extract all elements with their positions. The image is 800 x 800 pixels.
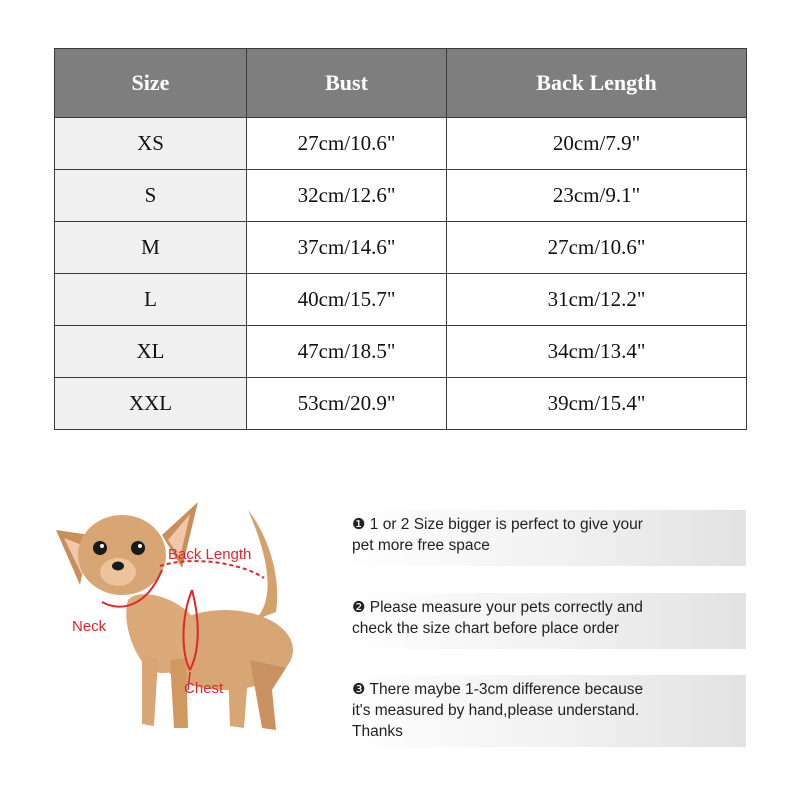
bust-cell: 40cm/15.7" (247, 274, 447, 326)
back-length-cell: 20cm/7.9" (447, 118, 747, 170)
header-size: Size (55, 49, 247, 118)
dog-chest (126, 594, 200, 673)
dog-eye (131, 541, 145, 555)
bust-cell: 53cm/20.9" (247, 378, 447, 430)
neck-label: Neck (72, 618, 107, 635)
note-size-advice (344, 510, 746, 566)
table-row (55, 170, 747, 222)
dog-eye (93, 541, 107, 555)
dog-back-leg (228, 668, 248, 728)
size-cell: XXL (55, 378, 247, 430)
note-number-icon: ❸ (352, 681, 366, 698)
bust-cell: 32cm/12.6" (247, 170, 447, 222)
size-cell: S (55, 170, 247, 222)
back-length-measure-line (160, 561, 264, 578)
table-row (55, 222, 747, 274)
note-line: ❶ 1 or 2 Size bigger is perfect to give your (352, 516, 643, 533)
back-length-cell: 31cm/12.2" (447, 274, 747, 326)
bust-cell: 27cm/10.6" (247, 118, 447, 170)
note-line: it's measured by hand,please understand. (352, 702, 640, 719)
note-line: Thanks (352, 723, 403, 740)
back-length-cell: 23cm/9.1" (447, 170, 747, 222)
dog-back-leg (250, 660, 286, 730)
table-header-row (55, 49, 747, 118)
size-chart-table (54, 48, 747, 430)
chest-label: Chest (184, 680, 224, 697)
back-length-cell: 39cm/15.4" (447, 378, 747, 430)
size-cell: M (55, 222, 247, 274)
note-line: check the size chart before place order (352, 620, 620, 637)
back-length-cell: 34cm/13.4" (447, 326, 747, 378)
dog-tail (248, 510, 277, 620)
table-row (55, 326, 747, 378)
note-line: ❷ Please measure your pets correctly and (352, 599, 643, 616)
table-row (55, 274, 747, 326)
dog-nose (112, 562, 124, 571)
table-row (55, 378, 747, 430)
size-cell: XS (55, 118, 247, 170)
dog-front-leg (142, 655, 158, 726)
back-length-cell: 27cm/10.6" (447, 222, 747, 274)
note-number-icon: ❷ (352, 599, 366, 616)
bust-cell: 47cm/18.5" (247, 326, 447, 378)
header-back-length: Back Length (447, 49, 747, 118)
size-cell: XL (55, 326, 247, 378)
header-bust: Bust (247, 49, 447, 118)
note-line: ❸ There maybe 1-3cm difference because (352, 681, 644, 698)
dog-measurement-illustration (50, 490, 340, 750)
size-cell: L (55, 274, 247, 326)
table-row (55, 118, 747, 170)
note-difference-advice (344, 675, 746, 747)
back-length-label: Back Length (168, 546, 252, 563)
note-measure-advice (344, 593, 746, 649)
bust-cell: 37cm/14.6" (247, 222, 447, 274)
note-line: pet more free space (352, 537, 490, 554)
note-number-icon: ❶ (352, 516, 366, 533)
